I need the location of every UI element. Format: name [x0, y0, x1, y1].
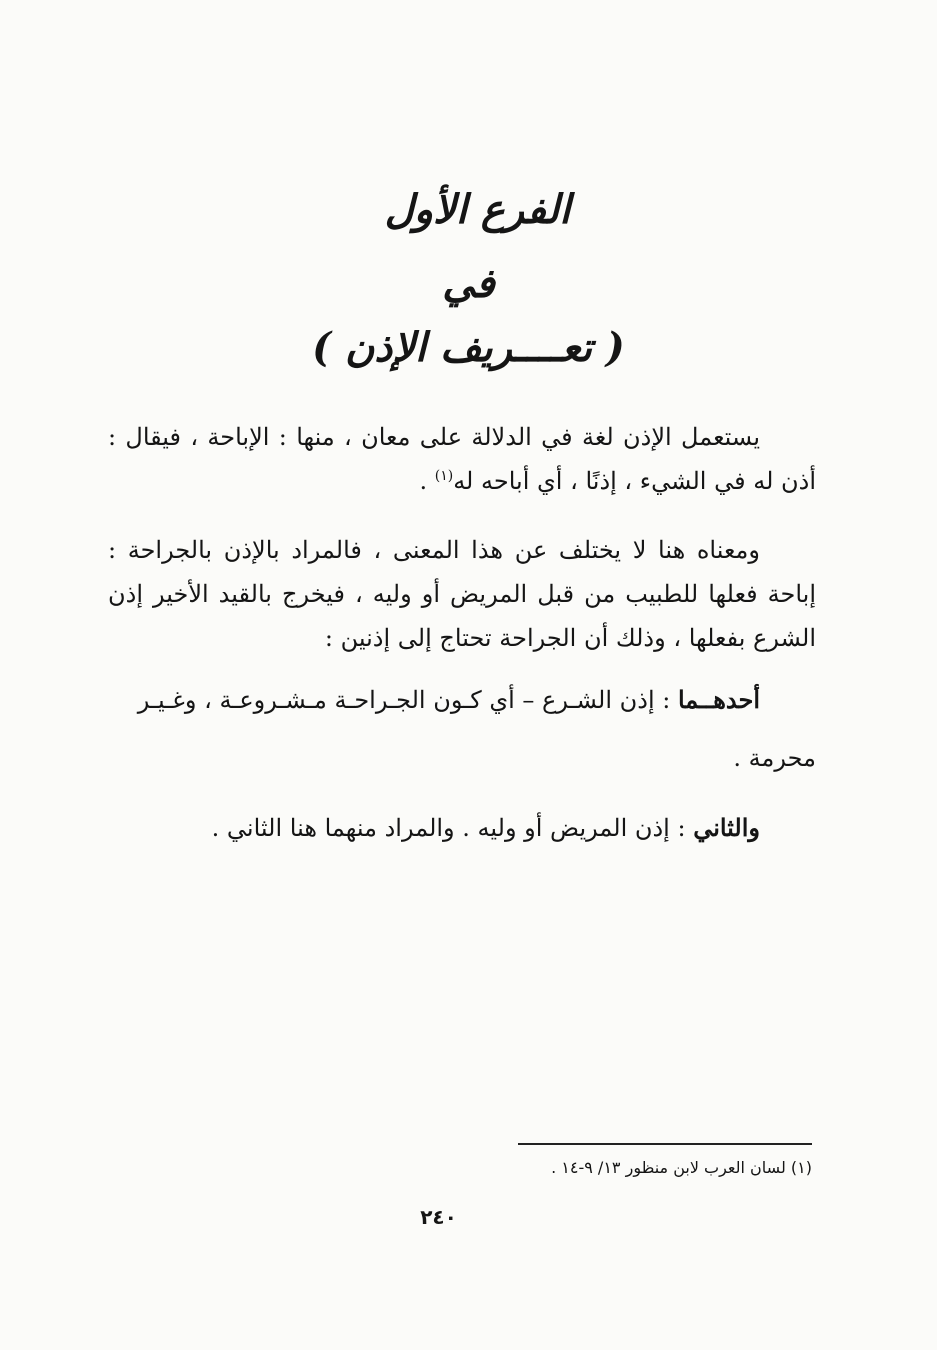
paragraph-3-continuation: محرمة . [733, 744, 816, 772]
paragraph-4 [108, 806, 816, 850]
paragraph-3-heading: أحدهــما [677, 685, 760, 714]
paragraph-2 [108, 528, 816, 660]
paragraph-2-text: ومعناه هنا لا يختلف عن هذا المعنى ، فالمراد بالإذن بالجراحة : إباحة فعلها للطبيب من قبل المريض أو وليه ، فيخرج بالقيد الأخير إذن الشرع بفعلها ، وذلك أن الجراحة تحتاج إلى إذنين : [108, 536, 816, 652]
paragraph-4-text: : إذن المريض أو وليه . والمراد منهما هنا الثاني . [211, 814, 694, 842]
title-line-2: في [442, 260, 495, 307]
footnote-divider [518, 1143, 812, 1145]
page-number: ٢٤٠ [420, 1205, 457, 1229]
paragraph-1-tail: . [419, 467, 435, 495]
paragraph-1-text: يستعمل الإذن لغة في الدلالة على معان ، منها : الإباحة ، فيقال : أذن له في الشيء ، إذنًا ، أي أباحه له [108, 423, 816, 495]
paragraph-4-heading: والثاني [693, 813, 760, 842]
title-line-1: الفرع الأول [384, 186, 571, 233]
title-line-3: ( تعــــريف الإذن ) [312, 324, 625, 371]
footnote: (١) لسان العرب لابن منظور ١٣/ ٩-١٤ . [551, 1158, 812, 1177]
paragraph-3 [108, 678, 816, 780]
paragraph-1 [108, 415, 816, 503]
footnote-reference[interactable]: (١) [434, 468, 454, 484]
paragraph-3-text: : إذن الشـرع – أي كـون الجـراحـة مـشـروعـة ، وغـيـر [137, 686, 678, 714]
